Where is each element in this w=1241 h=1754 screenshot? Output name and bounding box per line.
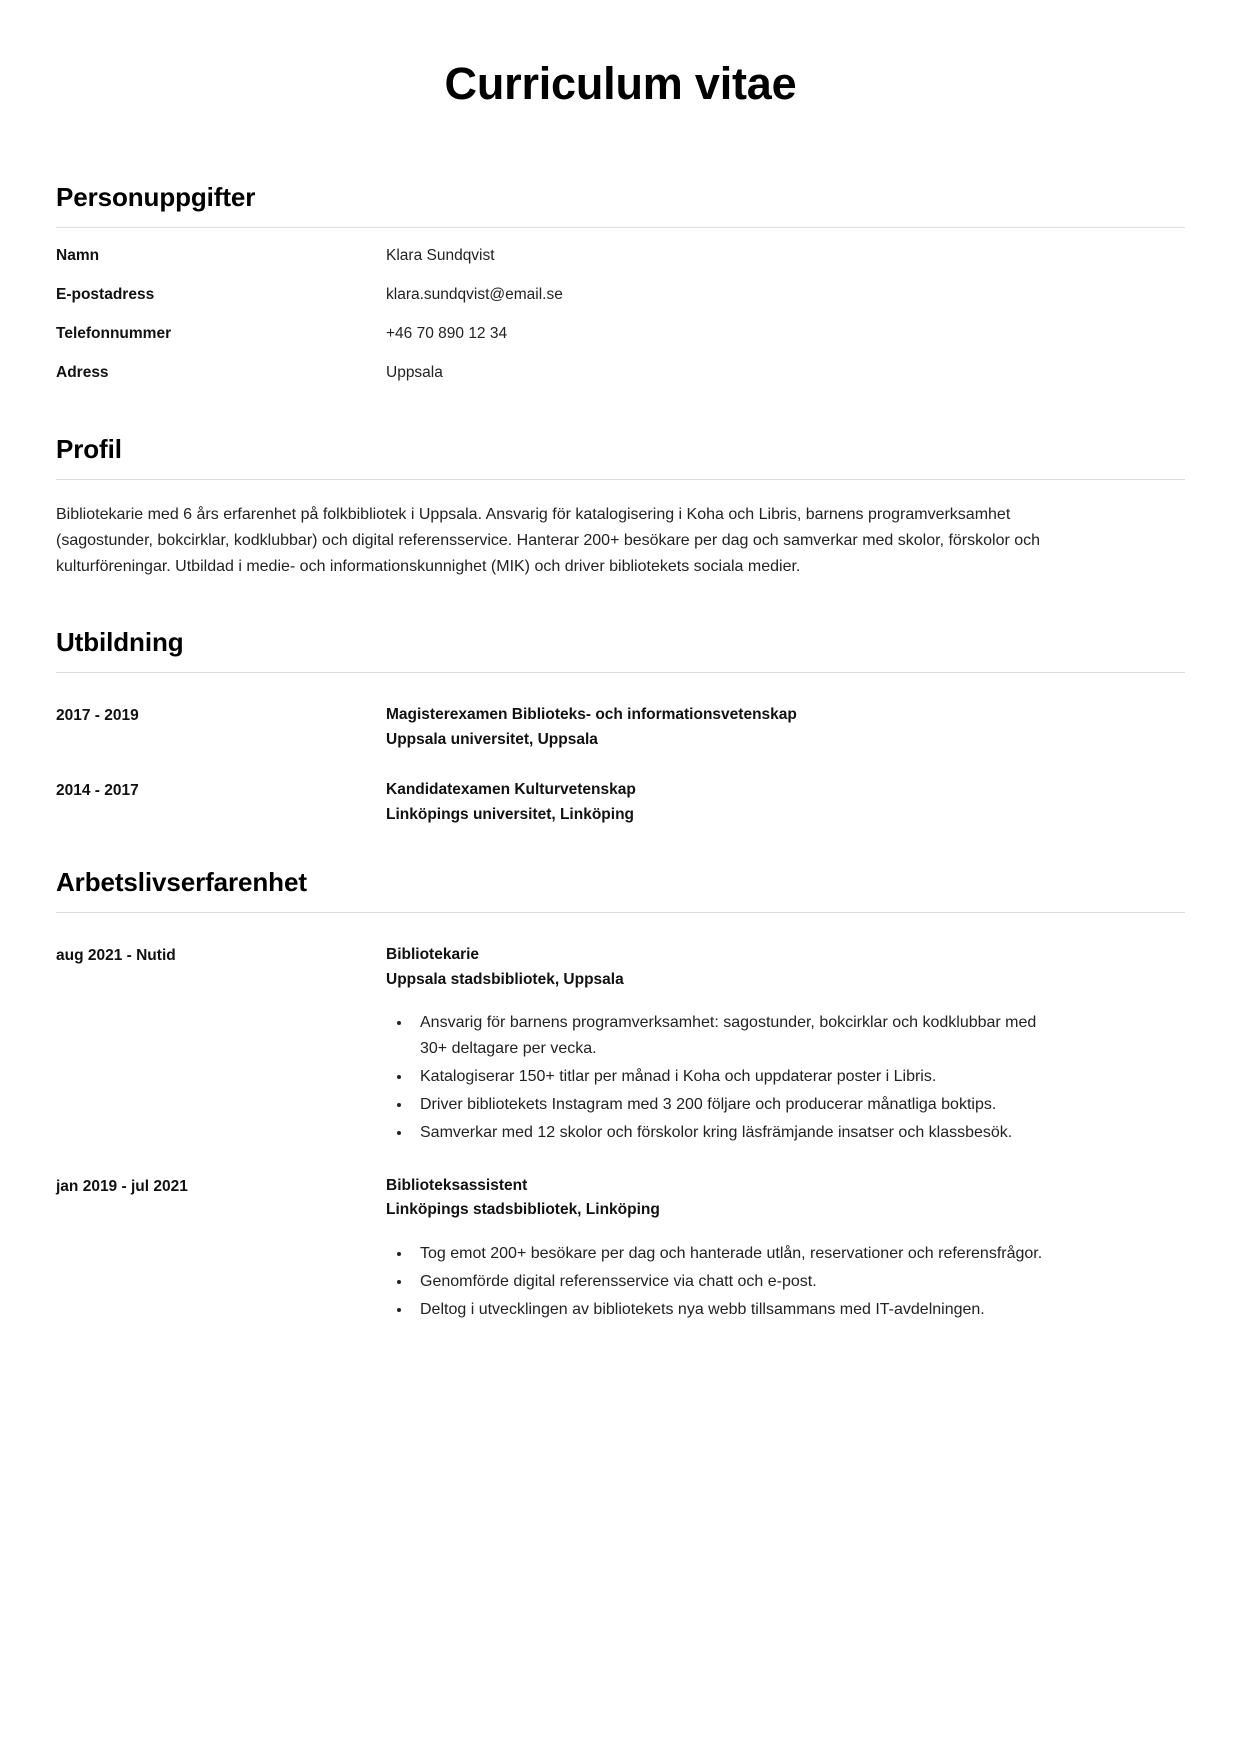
work-entry-date: aug 2021 - Nutid <box>56 947 176 965</box>
field-label-phone: Telefonnummer <box>56 324 172 342</box>
personal-field-row <box>56 345 1185 384</box>
work-entry-body <box>386 943 1185 1148</box>
personal-field-row <box>56 228 1185 267</box>
section-heading-work-experience: Arbetslivserfarenhet <box>56 867 307 898</box>
section-heading-profile: Profil <box>56 433 122 464</box>
list-item: • Samverkar med 12 skolor och förskolor kring läsfrämjande insatser och klassbesök. <box>412 1120 1060 1146</box>
field-label-email: E-postadress <box>56 285 155 303</box>
page-title: Curriculum vitae <box>444 58 797 109</box>
education-entry-school: Uppsala universitet, Uppsala <box>386 730 598 748</box>
personal-field-label-cell <box>56 246 386 267</box>
education-entry-body <box>386 703 1185 752</box>
personal-field-label-cell <box>56 324 386 345</box>
list-item: • Tog emot 200+ besökare per dag och hanterade utlån, reservationer och referensfrågor. <box>412 1241 1060 1267</box>
education-entry <box>56 752 1185 827</box>
section-work-experience <box>56 827 1185 1324</box>
personal-field-row <box>56 267 1185 306</box>
work-entry-employer: Uppsala stadsbibliotek, Uppsala <box>386 970 624 988</box>
education-entry-body <box>386 778 1185 827</box>
work-entry-employer: Linköpings stadsbibliotek, Linköping <box>386 1201 660 1219</box>
personal-field-value-cell <box>386 324 1185 345</box>
field-value-email: klara.sundqvist@email.se <box>386 285 563 303</box>
section-education <box>56 579 1185 827</box>
work-entry <box>56 913 1185 1148</box>
work-entry-role: Biblioteksassistent <box>386 1176 528 1194</box>
section-personal-details <box>56 110 1185 384</box>
education-entry-date: 2014 - 2017 <box>56 782 139 800</box>
field-label-name: Namn <box>56 247 100 264</box>
list-item: • Ansvarig för barnens programverksamhet: sagostunder, bokcirklar och kodklubbar med 30+ deltagare per vecka. <box>412 1010 1060 1062</box>
section-profile <box>56 384 1185 580</box>
education-entry-degree: Magisterexamen Biblioteks- och informationsvetenskap <box>386 706 797 724</box>
field-label-address: Adress <box>56 363 109 381</box>
personal-field-value-cell <box>386 285 1185 306</box>
section-heading-education: Utbildning <box>56 627 184 658</box>
work-entry-body <box>386 1174 1185 1325</box>
education-entry-date: 2017 - 2019 <box>56 707 139 725</box>
education-entry <box>56 673 1185 752</box>
personal-field-value-cell <box>386 363 1185 384</box>
field-value-name: Klara Sundqvist <box>386 247 495 264</box>
profile-summary-text: Bibliotekarie med 6 års erfarenhet på folkbibliotek i Uppsala. Ansvarig för katalogisering i Koha och Libris, barnens programverksamhet (sagostunder, bokcirklar, kodklubbar) och digital referensservice. Hanterar 200+ besökare per dag och samverkar med skolor, förskolor och kulturföreningar. Utbildad i medie- och informationskunnighet (MIK) och driver bibliotekets sociala medier. <box>56 505 1041 575</box>
personal-field-label-cell <box>56 285 386 306</box>
field-value-phone: +46 70 890 12 34 <box>386 324 508 342</box>
list-item: • Genomförde digital referensservice via chatt och e-post. <box>412 1269 1060 1295</box>
list-item: • Deltog i utvecklingen av bibliotekets nya webb tillsammans med IT-avdelningen. <box>412 1297 1060 1323</box>
list-item: • Driver bibliotekets Instagram med 3 200 följare och producerar månatliga boktips. <box>412 1092 1060 1118</box>
personal-field-label-cell <box>56 363 386 384</box>
work-entry <box>56 1148 1185 1325</box>
education-entry-school: Linköpings universitet, Linköping <box>386 805 635 823</box>
work-entry-bullet-list <box>386 1010 1185 1146</box>
work-entry-bullet-list <box>386 1241 1185 1323</box>
section-heading-personal-details: Personuppgifter <box>56 182 256 212</box>
personal-field-row <box>56 306 1185 345</box>
field-value-address: Uppsala <box>386 363 443 381</box>
education-entry-degree: Kandidatexamen Kulturvetenskap <box>386 781 636 799</box>
work-entry-date: jan 2019 - jul 2021 <box>56 1177 188 1195</box>
personal-field-value-cell <box>386 246 1185 267</box>
list-item: • Katalogiserar 150+ titlar per månad i Koha och uppdaterar poster i Libris. <box>412 1064 1060 1090</box>
work-entry-role: Bibliotekarie <box>386 946 480 964</box>
